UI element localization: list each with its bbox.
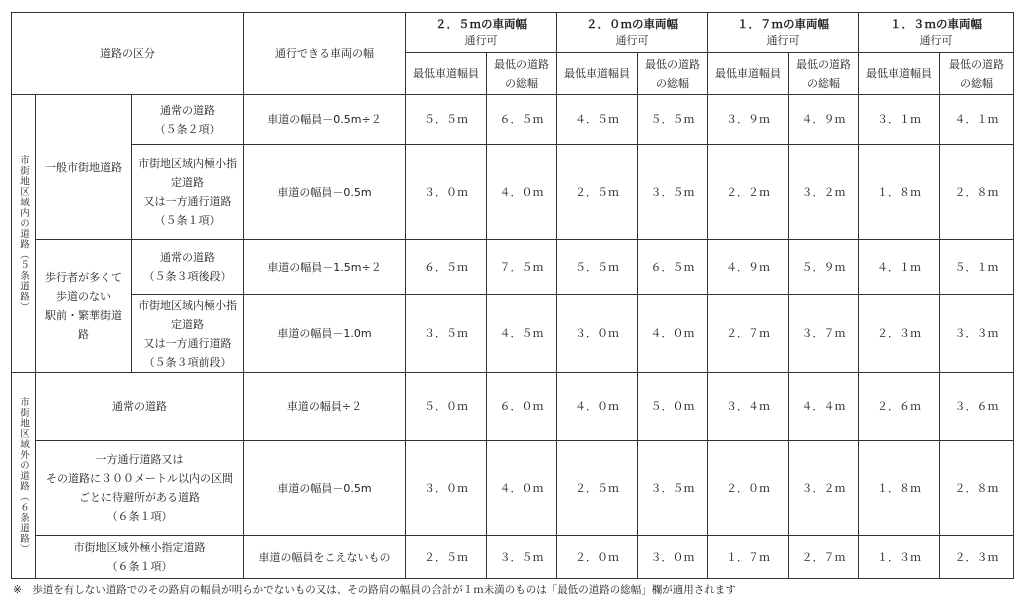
value-cell: ５．９ｍ	[789, 240, 859, 295]
value-cell: ７．５ｍ	[487, 240, 557, 295]
row-label: 通常の道路 （５条３項後段）	[132, 240, 244, 295]
value-cell: １．３ｍ	[859, 536, 940, 579]
row-label: 市街地区域外極小指定道路 （６条１項）	[36, 536, 244, 579]
row-formula: 車道の幅員をこえないもの	[244, 536, 406, 579]
value-cell: ２．８ｍ	[940, 145, 1014, 240]
header-min-lane: 最低車道幅員	[557, 53, 638, 95]
value-cell: ３．４ｍ	[708, 373, 789, 441]
value-cell: ５．０ｍ	[406, 373, 487, 441]
row-label: 一方通行道路又は その道路に３００メートル以内の区間 ごとに待避所がある道路 （６条１項）	[36, 441, 244, 536]
row-label: 通常の道路 （５条２項）	[132, 95, 244, 145]
value-cell: ２．２ｍ	[708, 145, 789, 240]
value-cell: ２．０ｍ	[708, 441, 789, 536]
row-formula: 車道の幅員－0.5m	[244, 145, 406, 240]
road-width-table	[11, 12, 1014, 579]
value-cell: ４．０ｍ	[487, 145, 557, 240]
value-cell: ５．５ｍ	[638, 95, 708, 145]
value-cell: ２．６ｍ	[859, 373, 940, 441]
value-cell: ３．１ｍ	[859, 95, 940, 145]
footnote: ※ 歩道を有しない道路でのその路肩の幅員が明らかでないもの又は、その路肩の幅員の合計が１ｍ未満のものは「最低の道路の総幅」欄が適用されます	[13, 584, 736, 596]
row-formula: 車道の幅員－1.5m÷２	[244, 240, 406, 295]
header-min-total: 最低の道路 の総幅	[638, 53, 708, 95]
value-cell: ２．７ｍ	[708, 295, 789, 373]
category-general-urban: 一般市街地道路	[36, 95, 132, 240]
header-min-total: 最低の道路 の総幅	[789, 53, 859, 95]
value-cell: ４．５ｍ	[487, 295, 557, 373]
header-min-lane: 最低車道幅員	[708, 53, 789, 95]
value-cell: ３．９ｍ	[708, 95, 789, 145]
value-cell: ３．３ｍ	[940, 295, 1014, 373]
value-cell: ４．４ｍ	[789, 373, 859, 441]
header-group-1-3m: １．３ｍの車両幅 通行可	[859, 13, 1014, 53]
header-passable-width: 通行できる車両の幅	[244, 13, 406, 95]
row-formula: 車道の幅員－0.5m÷２	[244, 95, 406, 145]
header-group-2-0m: ２．０ｍの車両幅 通行可	[557, 13, 708, 53]
row-formula: 車道の幅員－1.0m	[244, 295, 406, 373]
value-cell: １．８ｍ	[859, 145, 940, 240]
row-label: 市街地区域内極小指 定道路 又は一方通行道路 （５条１項）	[132, 145, 244, 240]
value-cell: ６．０ｍ	[487, 373, 557, 441]
value-cell: ４．０ｍ	[557, 373, 638, 441]
value-cell: ２．０ｍ	[557, 536, 638, 579]
value-cell: ２．５ｍ	[406, 536, 487, 579]
section-urban-label: 市街地区域内の道路（５条道路）	[12, 95, 36, 373]
value-cell: ３．５ｍ	[487, 536, 557, 579]
value-cell: ２．７ｍ	[789, 536, 859, 579]
value-cell: ４．９ｍ	[789, 95, 859, 145]
value-cell: ３．２ｍ	[789, 145, 859, 240]
value-cell: ６．５ｍ	[406, 240, 487, 295]
header-min-total: 最低の道路 の総幅	[487, 53, 557, 95]
row-label: 市街地区域内極小指 定道路 又は一方通行道路 （５条３項前段）	[132, 295, 244, 373]
row-formula: 車道の幅員－0.5m	[244, 441, 406, 536]
value-cell: ６．５ｍ	[638, 240, 708, 295]
value-cell: １．７ｍ	[708, 536, 789, 579]
value-cell: ２．８ｍ	[940, 441, 1014, 536]
value-cell: ５．０ｍ	[638, 373, 708, 441]
value-cell: ２．５ｍ	[557, 145, 638, 240]
header-group-1-7m: １．７ｍの車両幅 通行可	[708, 13, 859, 53]
value-cell: ５．５ｍ	[557, 240, 638, 295]
value-cell: ３．５ｍ	[638, 145, 708, 240]
value-cell: ４．０ｍ	[487, 441, 557, 536]
section-nonurban-label: 市街地区域外の道路（６条道路）	[12, 373, 36, 579]
value-cell: ４．５ｍ	[557, 95, 638, 145]
value-cell: ２．３ｍ	[859, 295, 940, 373]
value-cell: ３．２ｍ	[789, 441, 859, 536]
header-min-lane: 最低車道幅員	[406, 53, 487, 95]
value-cell: ３．０ｍ	[406, 145, 487, 240]
value-cell: ３．０ｍ	[638, 536, 708, 579]
value-cell: ４．１ｍ	[859, 240, 940, 295]
value-cell: ３．７ｍ	[789, 295, 859, 373]
value-cell: ２．５ｍ	[557, 441, 638, 536]
value-cell: ３．０ｍ	[406, 441, 487, 536]
header-road-division: 道路の区分	[12, 13, 244, 95]
value-cell: ６．５ｍ	[487, 95, 557, 145]
value-cell: ２．３ｍ	[940, 536, 1014, 579]
category-pedestrian: 歩行者が多くて 歩道のない 駅前・繁華街道 路	[36, 240, 132, 373]
value-cell: １．８ｍ	[859, 441, 940, 536]
value-cell: ４．０ｍ	[638, 295, 708, 373]
header-group-2-5m: ２．５ｍの車両幅 通行可	[406, 13, 557, 53]
header-min-total: 最低の道路 の総幅	[940, 53, 1014, 95]
header-min-lane: 最低車道幅員	[859, 53, 940, 95]
value-cell: ３．０ｍ	[557, 295, 638, 373]
value-cell: ４．９ｍ	[708, 240, 789, 295]
value-cell: ３．５ｍ	[638, 441, 708, 536]
value-cell: ５．５ｍ	[406, 95, 487, 145]
value-cell: ３．５ｍ	[406, 295, 487, 373]
value-cell: ３．６ｍ	[940, 373, 1014, 441]
value-cell: ４．１ｍ	[940, 95, 1014, 145]
row-formula: 車道の幅員÷２	[244, 373, 406, 441]
value-cell: ５．１ｍ	[940, 240, 1014, 295]
row-label: 通常の道路	[36, 373, 244, 441]
